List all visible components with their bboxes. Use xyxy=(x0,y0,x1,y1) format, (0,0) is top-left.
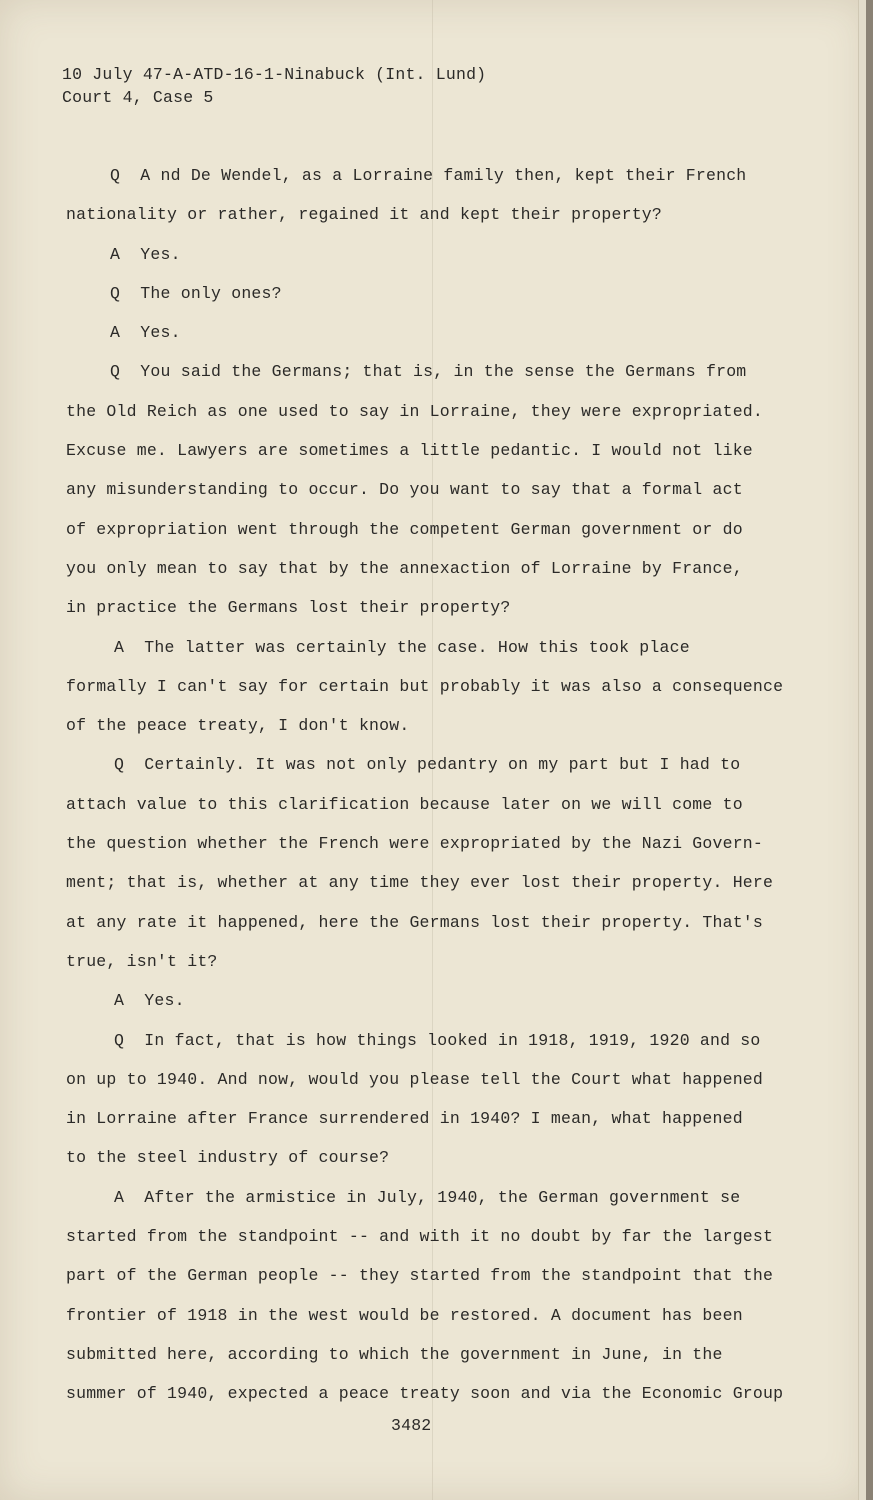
text-line: ment; that is, whether at any time they ever lost their property. Here xyxy=(66,873,774,893)
text-line: part of the German people -- they started from the standpoint that the xyxy=(66,1266,774,1286)
text-line: attach value to this clarification because later on we will come to xyxy=(66,794,743,814)
text-line: started from the standpoint -- and with it no doubt by far the largest xyxy=(66,1227,774,1247)
text-line: of expropriation went through the competent German government or do xyxy=(66,519,743,539)
text-line: Excuse me. Lawyers are sometimes a little pedantic. I would not like xyxy=(66,441,753,461)
text-line: Q You said the Germans; that is, in the sense the Germans from xyxy=(110,362,747,382)
text-line: Q In fact, that is how things looked in 1918, 1919, 1920 and so xyxy=(114,1030,761,1050)
header-line-1: 10 July 47-A-ATD-16-1-Ninabuck (Int. Lund) xyxy=(62,65,487,84)
text-line: any misunderstanding to occur. Do you want to say that a formal act xyxy=(66,480,743,500)
text-line: the question whether the French were expropriated by the Nazi Govern- xyxy=(66,834,764,854)
page-edge xyxy=(858,0,866,1500)
text-line: frontier of 1918 in the west would be restored. A document has been xyxy=(66,1305,743,1325)
text-line: formally I can't say for certain but probably it was also a consequence xyxy=(66,676,784,696)
page-number: 3482 xyxy=(391,1416,432,1435)
text-line: A The latter was certainly the case. How this took place xyxy=(114,637,690,657)
text-line: Q The only ones? xyxy=(110,283,282,303)
text-line: Q A nd De Wendel, as a Lorraine family then, kept their French xyxy=(110,166,747,185)
text-line: Q Certainly. It was not only pedantry on my part but I had to xyxy=(114,755,741,775)
transcript-body xyxy=(66,156,784,1414)
text-line: the Old Reich as one used to say in Lorraine, they were expropriated. xyxy=(66,401,764,421)
document-header xyxy=(62,63,486,109)
text-line: nationality or rather, regained it and kept their property? xyxy=(66,205,662,225)
text-line: A Yes. xyxy=(110,323,181,343)
text-line: on up to 1940. And now, would you please tell the Court what happened xyxy=(66,1069,764,1089)
text-line: A After the armistice in July, 1940, the German government se xyxy=(114,1187,741,1207)
text-line: at any rate it happened, here the Germans lost their property. That's xyxy=(66,912,764,932)
text-line: you only mean to say that by the annexaction of Lorraine by France, xyxy=(66,558,743,578)
text-line: true, isn't it? xyxy=(66,951,218,971)
text-line: of the peace treaty, I don't know. xyxy=(66,716,410,736)
text-line: A Yes. xyxy=(110,244,181,264)
text-line: submitted here, according to which the government in June, in the xyxy=(66,1344,723,1364)
text-line: in Lorraine after France surrendered in 1940? I mean, what happened xyxy=(66,1109,743,1129)
text-line: summer of 1940, expected a peace treaty soon and via the Economic Group xyxy=(66,1384,784,1404)
header-line-2: Court 4, Case 5 xyxy=(62,88,214,107)
text-line: A Yes. xyxy=(114,991,185,1011)
text-line: in practice the Germans lost their property? xyxy=(66,598,511,618)
text-line: to the steel industry of course? xyxy=(66,1148,390,1168)
